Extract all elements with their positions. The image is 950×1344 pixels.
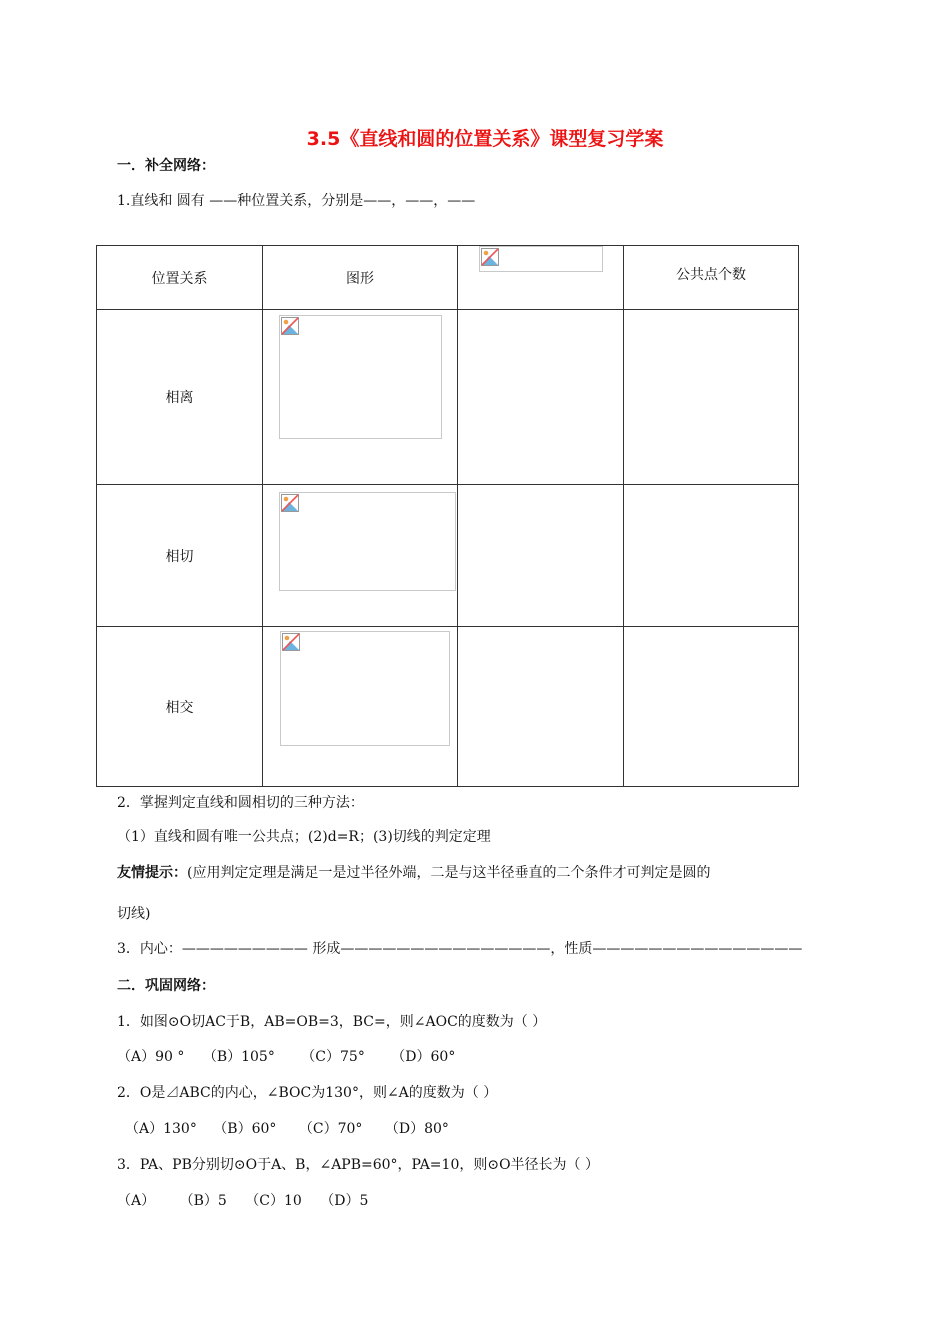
item-3-text: 3．内心：————————— 形成———————————————，性质——————————————— — [117, 941, 803, 957]
option-c: （C）70° — [298, 1121, 363, 1137]
common-points-cell — [624, 485, 799, 627]
option-d: （D）5 — [320, 1193, 369, 1209]
table-header-row — [97, 246, 799, 310]
tip-text: (应用判定定理是满足一是过半径外端，二是与这半径垂直的二个条件才可判定是圆的 — [187, 865, 711, 881]
table-row — [97, 485, 799, 627]
broken-image-icon — [281, 494, 299, 512]
header-position-relation: 位置关系 — [97, 246, 263, 310]
option-c: （C）75° — [301, 1049, 365, 1065]
row-label-intersect: 相交 — [97, 627, 263, 787]
figure-image-frame — [280, 631, 450, 746]
empty-cell — [458, 485, 624, 627]
section-2-heading: 二．巩固网络： — [117, 978, 215, 994]
option-d: （D）60° — [391, 1049, 456, 1065]
header-image-frame — [479, 246, 603, 272]
header-figure: 图形 — [263, 246, 458, 310]
empty-cell — [458, 310, 624, 485]
option-a: （A）130° — [125, 1121, 197, 1137]
document-title: 3.5《直线和圆的位置关系》课型复习学案 — [306, 128, 664, 150]
item-2-text: 2．掌握判定直线和圆相切的三种方法： — [117, 795, 364, 811]
option-c: （C）10 — [245, 1193, 302, 1209]
empty-cell — [458, 627, 624, 787]
question-2-options — [125, 1118, 449, 1138]
header-common-points: 公共点个数 — [624, 246, 799, 310]
tip-label: 友情提示： — [117, 865, 187, 881]
figure-cell-tangent — [263, 485, 458, 627]
option-b: （B）105° — [202, 1049, 275, 1065]
header-image-cell — [458, 246, 624, 310]
item-2-methods: （1）直线和圆有唯一公共点；(2)d=R；(3)切线的判定定理 — [117, 829, 491, 845]
tip-continuation: 切线) — [117, 906, 151, 922]
item-1-text: 1.直线和 圆有 ——种位置关系，分别是——，——，—— — [117, 193, 476, 209]
option-a: （A）90 ° — [117, 1049, 185, 1065]
option-d: （D）80° — [384, 1121, 449, 1137]
question-3-options — [117, 1190, 368, 1210]
figure-cell-intersect — [263, 627, 458, 787]
position-relation-table — [96, 245, 799, 787]
broken-image-icon — [281, 317, 299, 335]
question-1-options — [117, 1046, 455, 1066]
question-3-stem: 3．PA、PB分别切⊙O于A、B，∠APB=60°，PA=10，则⊙O半径长为（ ） — [117, 1157, 600, 1173]
question-2-stem: 2．O是⊿ABC的内心，∠BOC为130°，则∠A的度数为（ ） — [117, 1085, 498, 1101]
option-b: （B）60° — [213, 1121, 277, 1137]
figure-image-frame — [279, 492, 456, 591]
question-1-stem: 1．如图⊙O切AC于B，AB=OB=3，BC=，则∠AOC的度数为（ ） — [117, 1014, 547, 1030]
option-b: （B）5 — [179, 1193, 227, 1209]
broken-image-icon — [481, 248, 499, 266]
tip-line — [117, 862, 710, 882]
broken-image-icon — [282, 633, 300, 651]
section-1-heading: 一．补全网络： — [117, 158, 215, 174]
row-label-tangent: 相切 — [97, 485, 263, 627]
common-points-cell — [624, 627, 799, 787]
figure-cell-separate — [263, 310, 458, 485]
row-label-separate: 相离 — [97, 310, 263, 485]
common-points-cell — [624, 310, 799, 485]
figure-image-frame — [279, 315, 442, 439]
option-a: （A） — [117, 1193, 156, 1209]
table-row — [97, 310, 799, 485]
table-row — [97, 627, 799, 787]
